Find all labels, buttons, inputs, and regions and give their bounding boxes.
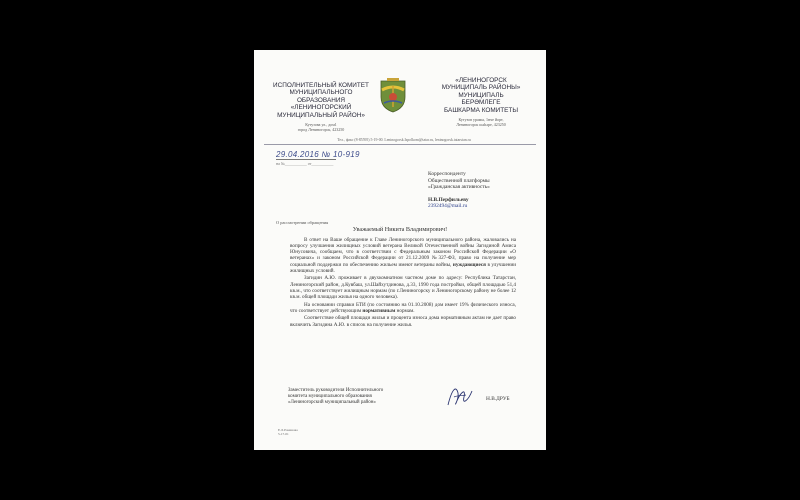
header-right-line: «ЛЕНИНОГОРСК [455,77,507,84]
address-line: город Лениногорск, 423250 [297,127,345,133]
letter-body [290,237,516,329]
position-line: «Лениногорский муниципальный район» [288,400,376,405]
header-left-line: «ЛЕНИНОГОРСКИЙ [290,104,352,112]
address-line: Лениногорск шәһәре, 423250 [456,122,506,128]
signatory-name: Н.В.ДРУБ [486,396,510,402]
paragraph-text: В ответ на Ваше обращение к Главе Лениногорского муниципального района, жаловались на вопросу улучшения жилищных условий ветерана Великой Отечественной войны Загидиной Амиса Юнусовича, сообщаем, что в соответствии с Федеральным законом Российской Федерации «О ветеранах» и законом Российской Федерации от 21.12.2009 №327-ФЗ, право на получение мер социальной поддержки по обеспечению жильем имеют ветераны войны, [290,237,516,268]
executor-name: Е.Л.Романова [278,428,298,432]
addressee-name: Н.В.Перфильеву [428,196,469,203]
coat-of-arms-icon [378,77,408,113]
contacts-line: Тел., факс (8-85595) 5-19-00. Leninogorsk.Ispolkom@tatar.ru, leninogorsk.tatarstan.ru [337,138,471,142]
addressee-line: «Гражданская активность» [428,184,490,191]
header-divider [264,144,536,145]
header-right-address [426,117,536,127]
address-line: Кутузов урамы, 1нче йорт, [458,117,504,123]
paragraph [290,302,516,314]
paragraph-text: На основании справки БТИ (по состоянию на 01.10.2008) дом имеет 19% физического износа, что соответствует действующим [290,301,516,314]
handwritten-signature [444,383,476,411]
greeting: Уважаемый Никита Владимирович! [352,226,448,233]
registration-underline [276,159,336,160]
header-right-line: БЕРӘМЛЕГЕ [461,99,501,107]
header-left-line: ИСПОЛНИТЕЛЬНЫЙ КОМИТЕТ [273,82,369,89]
paragraph-text: нормам. [396,307,415,314]
header-left [268,82,374,132]
position-line: комитета муниципального образования [288,394,372,399]
letter-page [254,50,546,450]
header-right [426,77,536,127]
paragraph-text: в улучшении жилищных условий. [290,261,516,274]
bold-term: нормативным [362,307,396,314]
addressee-line: Общественной платформы [428,177,490,184]
position-line: Заместитель руководителя Исполнительного [288,388,384,393]
header-right-line: БАШКАРМА КОМИТЕТЫ [444,106,518,114]
addressee-email: 2392494@mail.ru [428,203,468,210]
bold-term: нуждающиеся [452,261,486,268]
paragraph: Соответствие общей площади жилья и процента износа дома нормативным актам не дает право включить Загидина А.Ю. в список на получение жилья. [290,315,516,328]
paragraph: Загидин А.Ю. проживает в двухкомнатном частном доме по адресу: Республика Татарстан, Лениногорский район, д.Кувбаш, ул.Шайхутдинова, д.33, 1990 года постройки, общей площадью 51,4 кв.м., что соответствует жилищным нормам (по г.Лениногорску и Лениногорскому району не более 12 кв.м. общей площади жилья на одного человека). [290,275,516,300]
address-line: Кутузова ул., дом1 [305,122,337,128]
signatory-position [288,388,408,406]
addressee-line: Корреспонденту [428,171,466,177]
header-left-line: МУНИЦИПАЛЬНОГО [289,89,353,97]
addressee-block [428,171,538,210]
header-left-address [268,122,374,132]
executor-info [278,428,298,437]
subject-line: О рассмотрении обращения [276,220,329,225]
paragraph [290,237,516,274]
registration-reference: на №___________ от___________ [276,161,334,166]
header-left-line: МУНИЦИПАЛЬНЫЙ РАЙОН» [277,111,365,119]
header-left-line: ОБРАЗОВАНИЯ [296,96,346,104]
header-right-line: МУНИЦИПАЛЬ [458,91,504,99]
executor-phone: 5-17-01 [278,432,289,437]
header-right-line: МУНИЦИПАЛЬ РАЙОНЫ» [441,84,521,92]
registration-number: 29.04.2016 № 10-919 [276,150,360,159]
